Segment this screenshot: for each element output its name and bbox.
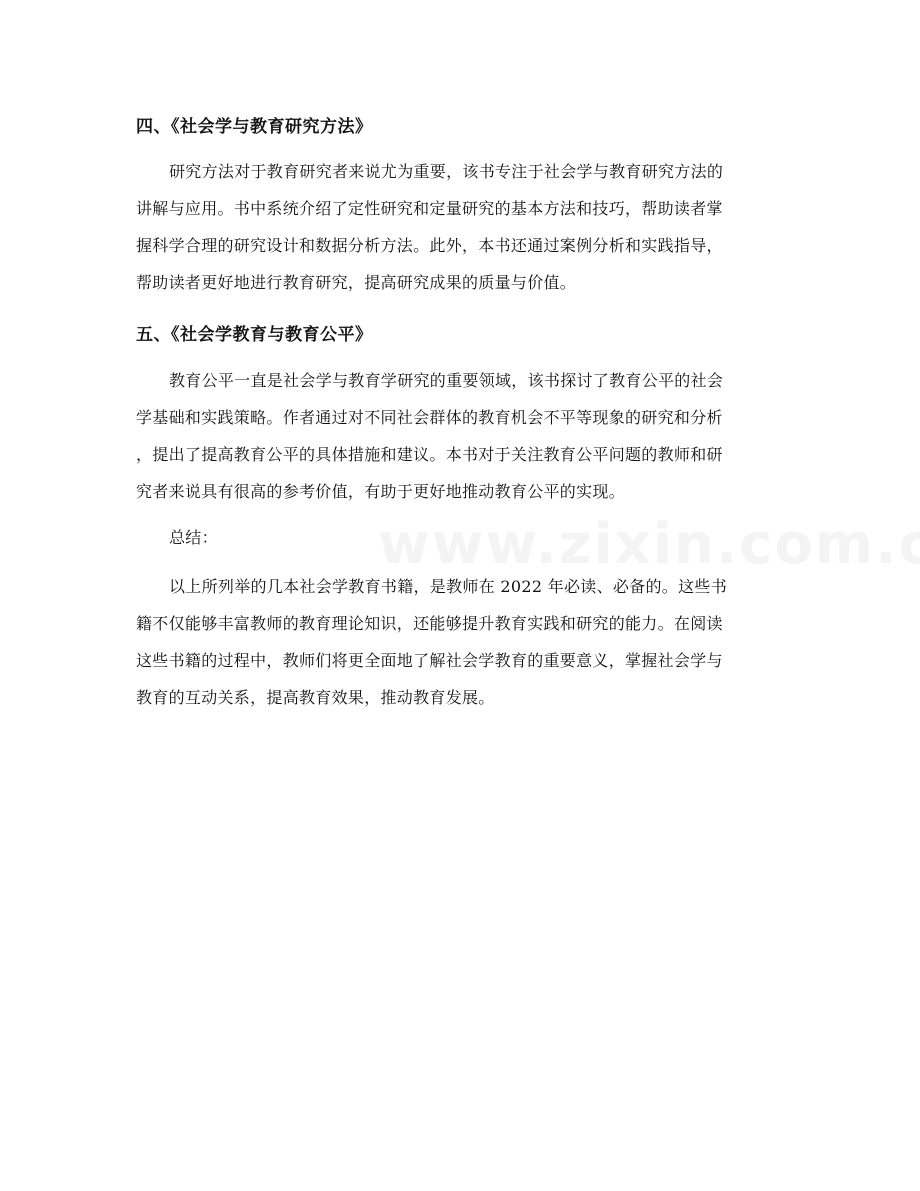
summary-label-text: 总结： <box>169 528 218 547</box>
section-paragraph-4 <box>136 153 786 301</box>
paragraph-line: 籍不仅能够丰富教师的教育理论知识，还能够提升教育实践和研究的能力。在阅读 <box>136 614 723 633</box>
paragraph-line: 学基础和实践策略。作者通过对不同社会群体的教育机会不平等现象的研究和分析 <box>136 408 723 427</box>
paragraph-line: 帮助读者更好地进行教育研究，提高研究成果的质量与价值。 <box>136 273 577 292</box>
paragraph-line: 究者来说具有很高的参考价值，有助于更好地推动教育公平的实现。 <box>136 482 626 501</box>
paragraph-line: 这些书籍的过程中，教师们将更全面地了解社会学教育的重要意义，掌握社会学与 <box>136 651 723 670</box>
summary-label <box>136 519 786 556</box>
paragraph-line: 握科学合理的研究设计和数据分析方法。此外，本书还通过案例分析和实践指导， <box>136 236 723 255</box>
paragraph-line: 教育的互动关系，提高教育效果，推动教育发展。 <box>136 688 495 707</box>
paragraph-line: 以上所列举的几本社会学教育书籍，是教师在 2022 年必读、必备的。这些书 <box>169 577 727 596</box>
paragraph-line: ，提出了提高教育公平的具体措施和建议。本书对于关注教育公平问题的教师和研 <box>136 445 723 464</box>
section-heading-4: 四、《社会学与教育研究方法》 <box>136 117 373 137</box>
paragraph-line: 教育公平一直是社会学与教育学研究的重要领域，该书探讨了教育公平的社会 <box>169 371 724 390</box>
paragraph-line: 讲解与应用。书中系统介绍了定性研究和定量研究的基本方法和技巧，帮助读者掌 <box>136 199 723 218</box>
section-heading-5: 五、《社会学教育与教育公平》 <box>136 325 373 345</box>
section-paragraph-5 <box>136 362 786 510</box>
summary-paragraph <box>136 568 786 716</box>
paragraph-line: 研究方法对于教育研究者来说尤为重要，该书专注于社会学与教育研究方法的 <box>169 162 724 181</box>
